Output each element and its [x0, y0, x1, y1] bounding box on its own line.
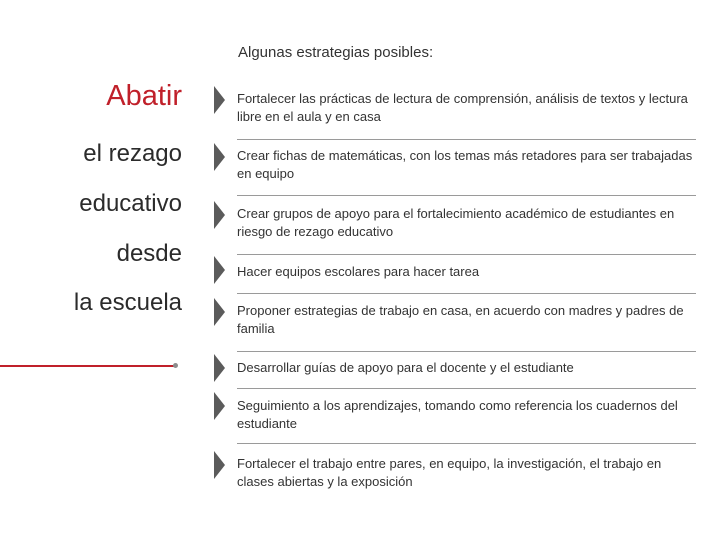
chevron-right-icon: [214, 298, 225, 326]
accent-line: [0, 365, 176, 367]
chevron-right-icon: [214, 451, 225, 479]
strategy-item: [214, 256, 696, 296]
strategy-text: Desarrollar guías de apoyo para el docente y el estudiante: [237, 360, 574, 375]
divider: [237, 195, 696, 196]
accent-dot: [173, 363, 178, 368]
strategy-item: [214, 143, 696, 199]
divider: [237, 388, 696, 389]
title-line-escuela: la escuela: [73, 289, 182, 316]
divider: [237, 443, 696, 444]
strategy-text: Seguimiento a los aprendizajes, tomando como referencia los cuadernos del estudiante: [237, 398, 678, 431]
chevron-right-icon: [214, 201, 225, 229]
chevron-right-icon: [214, 86, 225, 114]
title-line-abatir: Abatir: [106, 80, 182, 112]
strategy-text: Crear fichas de matemáticas, con los temas más retadores para ser trabajadas en equipo: [237, 148, 693, 181]
strategy-item: [214, 201, 696, 257]
title-line-educativo: educativo: [79, 190, 182, 217]
divider: [237, 351, 696, 352]
strategy-text: Fortalecer el trabajo entre pares, en equipo, la investigación, el trabajo en clases abiertas y la exposición: [237, 456, 662, 489]
chevron-right-icon: [214, 256, 225, 284]
strategy-text: Hacer equipos escolares para hacer tarea: [237, 264, 480, 279]
strategy-item: [214, 298, 696, 354]
title-line-rezago: el rezago: [83, 140, 182, 167]
chevron-right-icon: [214, 143, 225, 171]
strategy-text: Crear grupos de apoyo para el fortalecimiento académico de estudiantes en riesgo de rezago educativo: [237, 206, 675, 239]
chevron-right-icon: [214, 354, 225, 382]
title-line-desde: desde: [116, 240, 182, 267]
divider: [237, 293, 696, 294]
strategy-item: [214, 86, 696, 142]
section-heading: Algunas estrategias posibles:: [238, 44, 434, 61]
strategy-text: Fortalecer las prácticas de lectura de comprensión, análisis de textos y lectura libre en el aula y en casa: [237, 91, 688, 124]
strategy-item: [214, 451, 696, 501]
divider: [237, 139, 696, 140]
strategy-item: [214, 354, 696, 390]
strategy-item: [214, 392, 696, 448]
divider: [237, 254, 696, 255]
strategy-text: Proponer estrategias de trabajo en casa, en acuerdo con madres y padres de familia: [237, 303, 684, 336]
chevron-right-icon: [214, 392, 225, 420]
